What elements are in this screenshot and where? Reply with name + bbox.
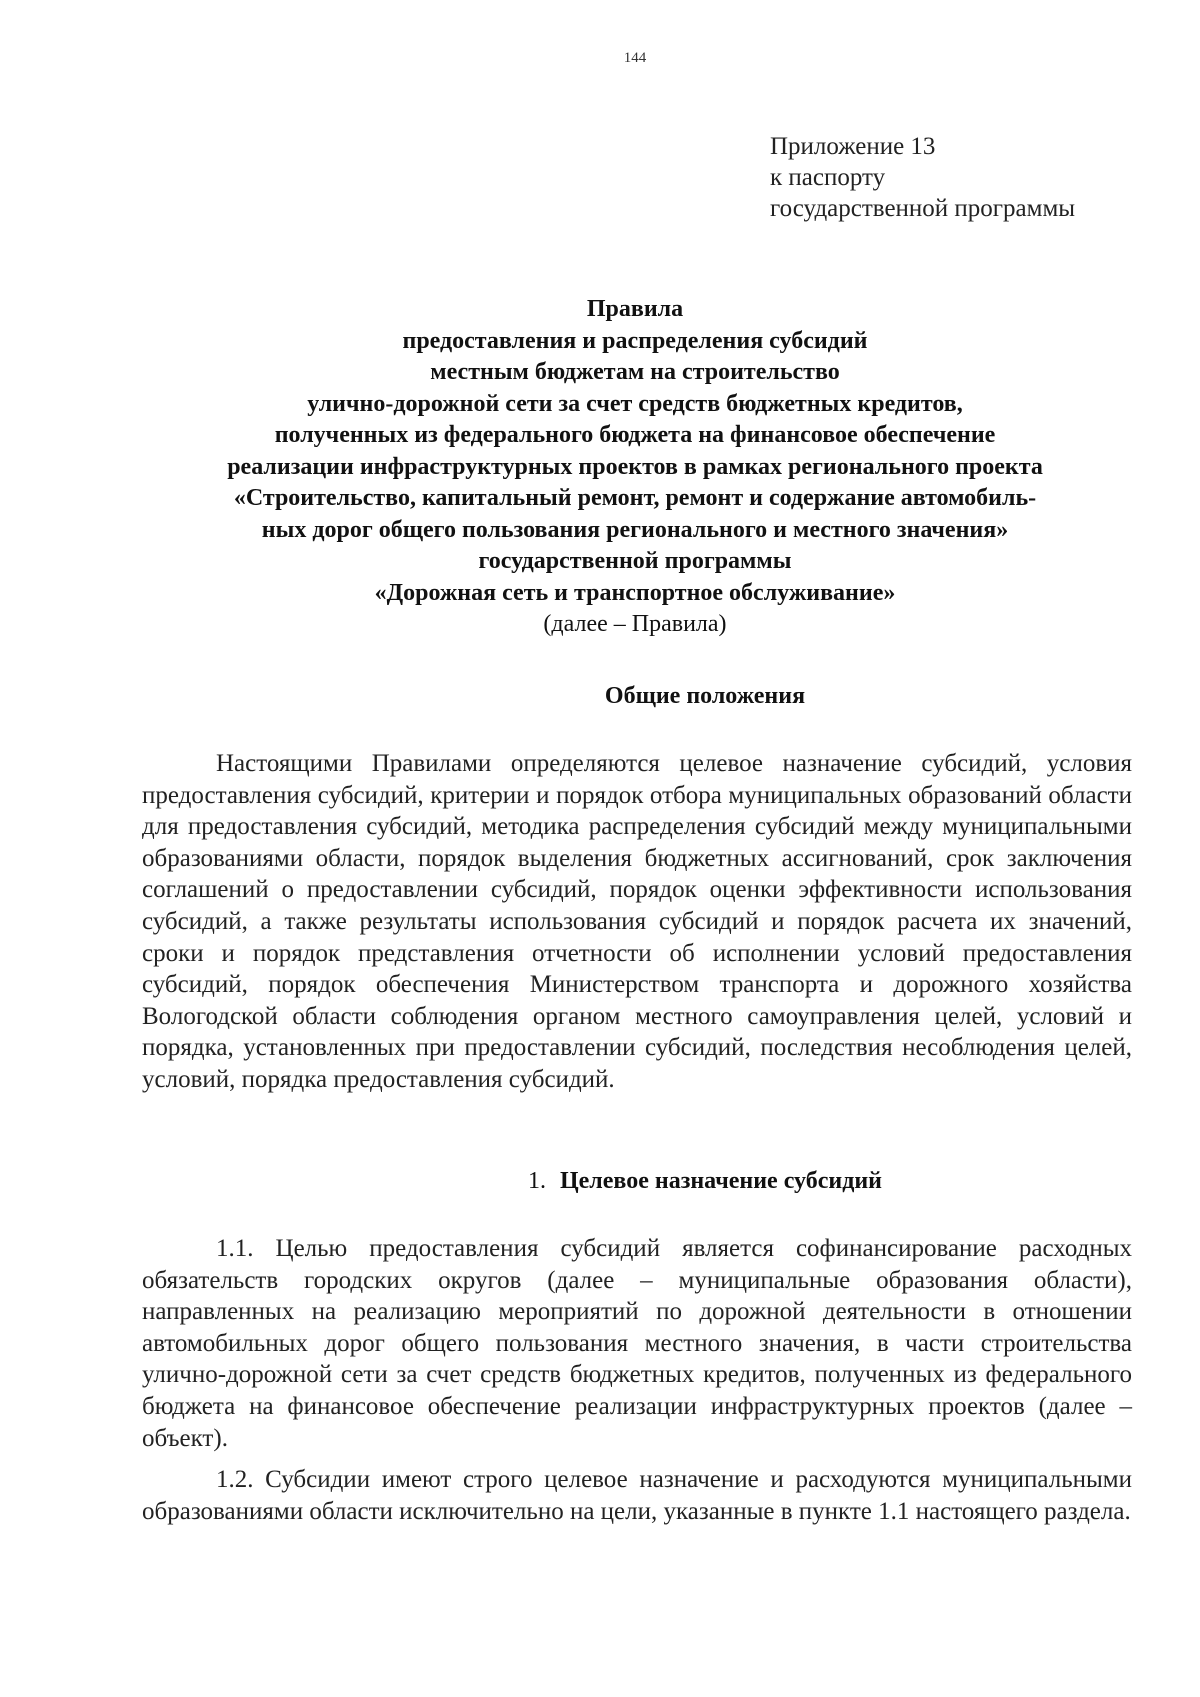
title-line: «Дорожная сеть и транспортное обслуживание» xyxy=(374,579,896,606)
appendix-reference xyxy=(770,131,1075,224)
section-number: 1. xyxy=(527,1168,546,1194)
section-title: Целевое назначение субсидий xyxy=(559,1168,883,1194)
appendix-line: к паспорту xyxy=(770,164,886,191)
section-heading-general: Общие положения xyxy=(604,683,806,709)
document-title xyxy=(140,294,1130,641)
paragraph-1-2: 1.2. Субсидии имеют строго целевое назначение и расходуются муниципальными образованиями области исключительно на цели, указанные в пункте 1.1 настоящего раздела. xyxy=(142,1466,1132,1525)
title-line: Правила xyxy=(586,296,684,322)
title-line: улично-дорожной сети за счет средств бюджетных кредитов, xyxy=(307,390,963,417)
title-line: ных дорог общего пользования регионального и местного значения» xyxy=(261,516,1009,543)
paragraph-1-1: 1.1. Целью предоставления субсидий является софинансирование расходных обязательств городских округов (далее – муниципальные образования области), направленных на реализацию мероприятий по дорожной деятельности в отношении автомобильных дорог общего пользования местного значения, в части строительства улично-дорожной сети за счет средств бюджетных кредитов, полученных из федерального бюджета на финансовое обеспечение реализации инфраструктурных проектов (далее – объект). xyxy=(142,1235,1132,1452)
title-line: «Строительство, капитальный ремонт, ремонт и содержание автомобиль- xyxy=(233,485,1037,511)
title-line: реализации инфраструктурных проектов в рамках регионального проекта xyxy=(227,453,1043,480)
page-number: 144 xyxy=(623,50,647,66)
appendix-line: государственной программы xyxy=(770,195,1076,222)
title-line: государственной программы xyxy=(478,548,792,574)
appendix-line: Приложение 13 xyxy=(770,133,936,160)
title-line: предоставления и распределения субсидий xyxy=(402,327,868,354)
paragraph-general: Настоящими Правилами определяются целевое назначение субсидий, условия предоставления субсидий, критерии и порядок отбора муниципальных образований области для предоставления субсидий, методика распределения субсидий между муниципальными образованиями области, порядок выделения бюджетных ассигнований, срок заключения соглашений о предоставлении субсидий, порядок оценки эффективности использования субсидий, а также результаты использования субсидий и порядок расчета их значений, сроки и порядок представления отчетности об исполнении условий предоставления субсидий, порядок обеспечения Министерством транспорта и дорожного хозяйства Вологодской области соблюдения органом местного самоуправления целей, условий и порядка, установленных при предоставлении субсидий, последствия несоблюдения целей, условий, порядка предоставления субсидий. xyxy=(142,750,1132,1093)
title-line: местным бюджетам на строительство xyxy=(430,359,840,385)
section-heading-1 xyxy=(140,1168,1130,1195)
title-note: (далее – Правила) xyxy=(543,611,727,637)
title-line: полученных из федерального бюджета на финансовое обеспечение xyxy=(274,422,996,448)
